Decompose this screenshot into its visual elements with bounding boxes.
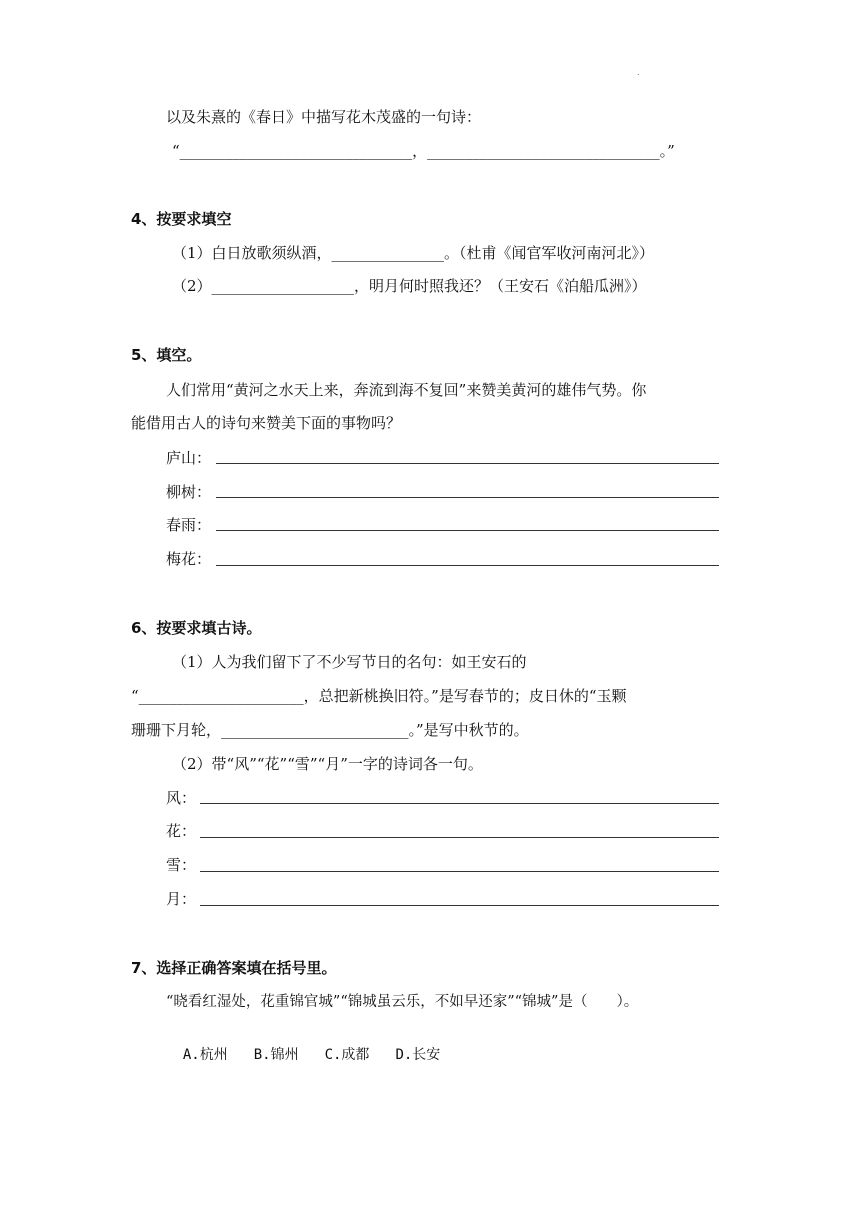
q6-part1-line-1: （1）人为我们留下了不少写节日的名句：如王安石的	[172, 653, 527, 671]
q5-answer-line-meihua[interactable]	[216, 565, 719, 566]
q6-part1-line-2[interactable]: “______________________，总把新桃换旧符。”是写春节的；皮日休的“玉颗	[131, 687, 627, 705]
q6-label-yue: 月：	[166, 890, 197, 908]
q4-item-2[interactable]: （2）___________________，明月何时照我还？（王安石《泊船瓜洲》）	[172, 277, 647, 295]
q5-label-meihua: 梅花：	[166, 550, 212, 568]
q7-option-b[interactable]: B.锦州	[253, 1047, 299, 1063]
q6-answer-line-xue[interactable]	[200, 871, 719, 872]
q7-stem[interactable]: “晓看红湿处，花重锦官城”“锦城虽云乐，不如早还家”“锦城”是（ ）。	[166, 994, 639, 1010]
q7-option-c[interactable]: C.成都	[324, 1047, 370, 1063]
page-mark: .	[637, 68, 640, 77]
q6-label-xue: 雪：	[166, 856, 197, 874]
q6-answer-line-feng[interactable]	[200, 803, 719, 804]
q5-answer-line-liushu[interactable]	[216, 497, 719, 498]
q4-title: 4、按要求填空	[131, 210, 232, 228]
q4-item-1[interactable]: （1）白日放歌须纵酒，_______________。（杜甫《闻官军收河南河北》）	[172, 244, 655, 262]
q5-answer-line-chunyu[interactable]	[216, 530, 719, 531]
q5-title: 5、填空。	[131, 346, 202, 364]
q6-answer-line-hua[interactable]	[200, 837, 719, 838]
q5-paragraph-line-2: 能借用古人的诗句来赞美下面的事物吗？	[131, 414, 402, 432]
q6-label-feng: 风：	[166, 789, 197, 807]
q5-paragraph-line-1: 人们常用“黄河之水天上来，奔流到海不复回”来赞美黄河的雄伟气势。你	[166, 381, 647, 399]
q6-title: 6、按要求填古诗。	[131, 619, 262, 637]
chunxi-answer-blank[interactable]: “_______________________________，_______________________________。”	[172, 142, 675, 160]
chunxi-intro-text: 以及朱熹的《春日》中描写花木茂盛的一句诗：	[166, 108, 482, 126]
q7-option-a[interactable]: A.杭州	[182, 1047, 228, 1063]
q7-options	[166, 1025, 466, 1065]
q7-title: 7、选择正确答案填在括号里。	[131, 959, 337, 977]
q5-label-lushan: 庐山：	[166, 449, 212, 467]
q5-label-liushu: 柳树：	[166, 483, 212, 501]
q6-label-hua: 花：	[166, 822, 197, 840]
q6-part2-instruction: （2）带“风”“花”“雪”“月”一字的诗词各一句。	[172, 755, 483, 773]
q7-option-d[interactable]: D.长安	[395, 1047, 441, 1063]
q5-answer-line-lushan[interactable]	[216, 463, 719, 464]
q6-part1-line-3[interactable]: 珊珊下月轮，_________________________。”是写中秋节的。	[131, 721, 529, 739]
q5-label-chunyu: 春雨：	[166, 516, 212, 534]
q6-answer-line-yue[interactable]	[200, 905, 719, 906]
